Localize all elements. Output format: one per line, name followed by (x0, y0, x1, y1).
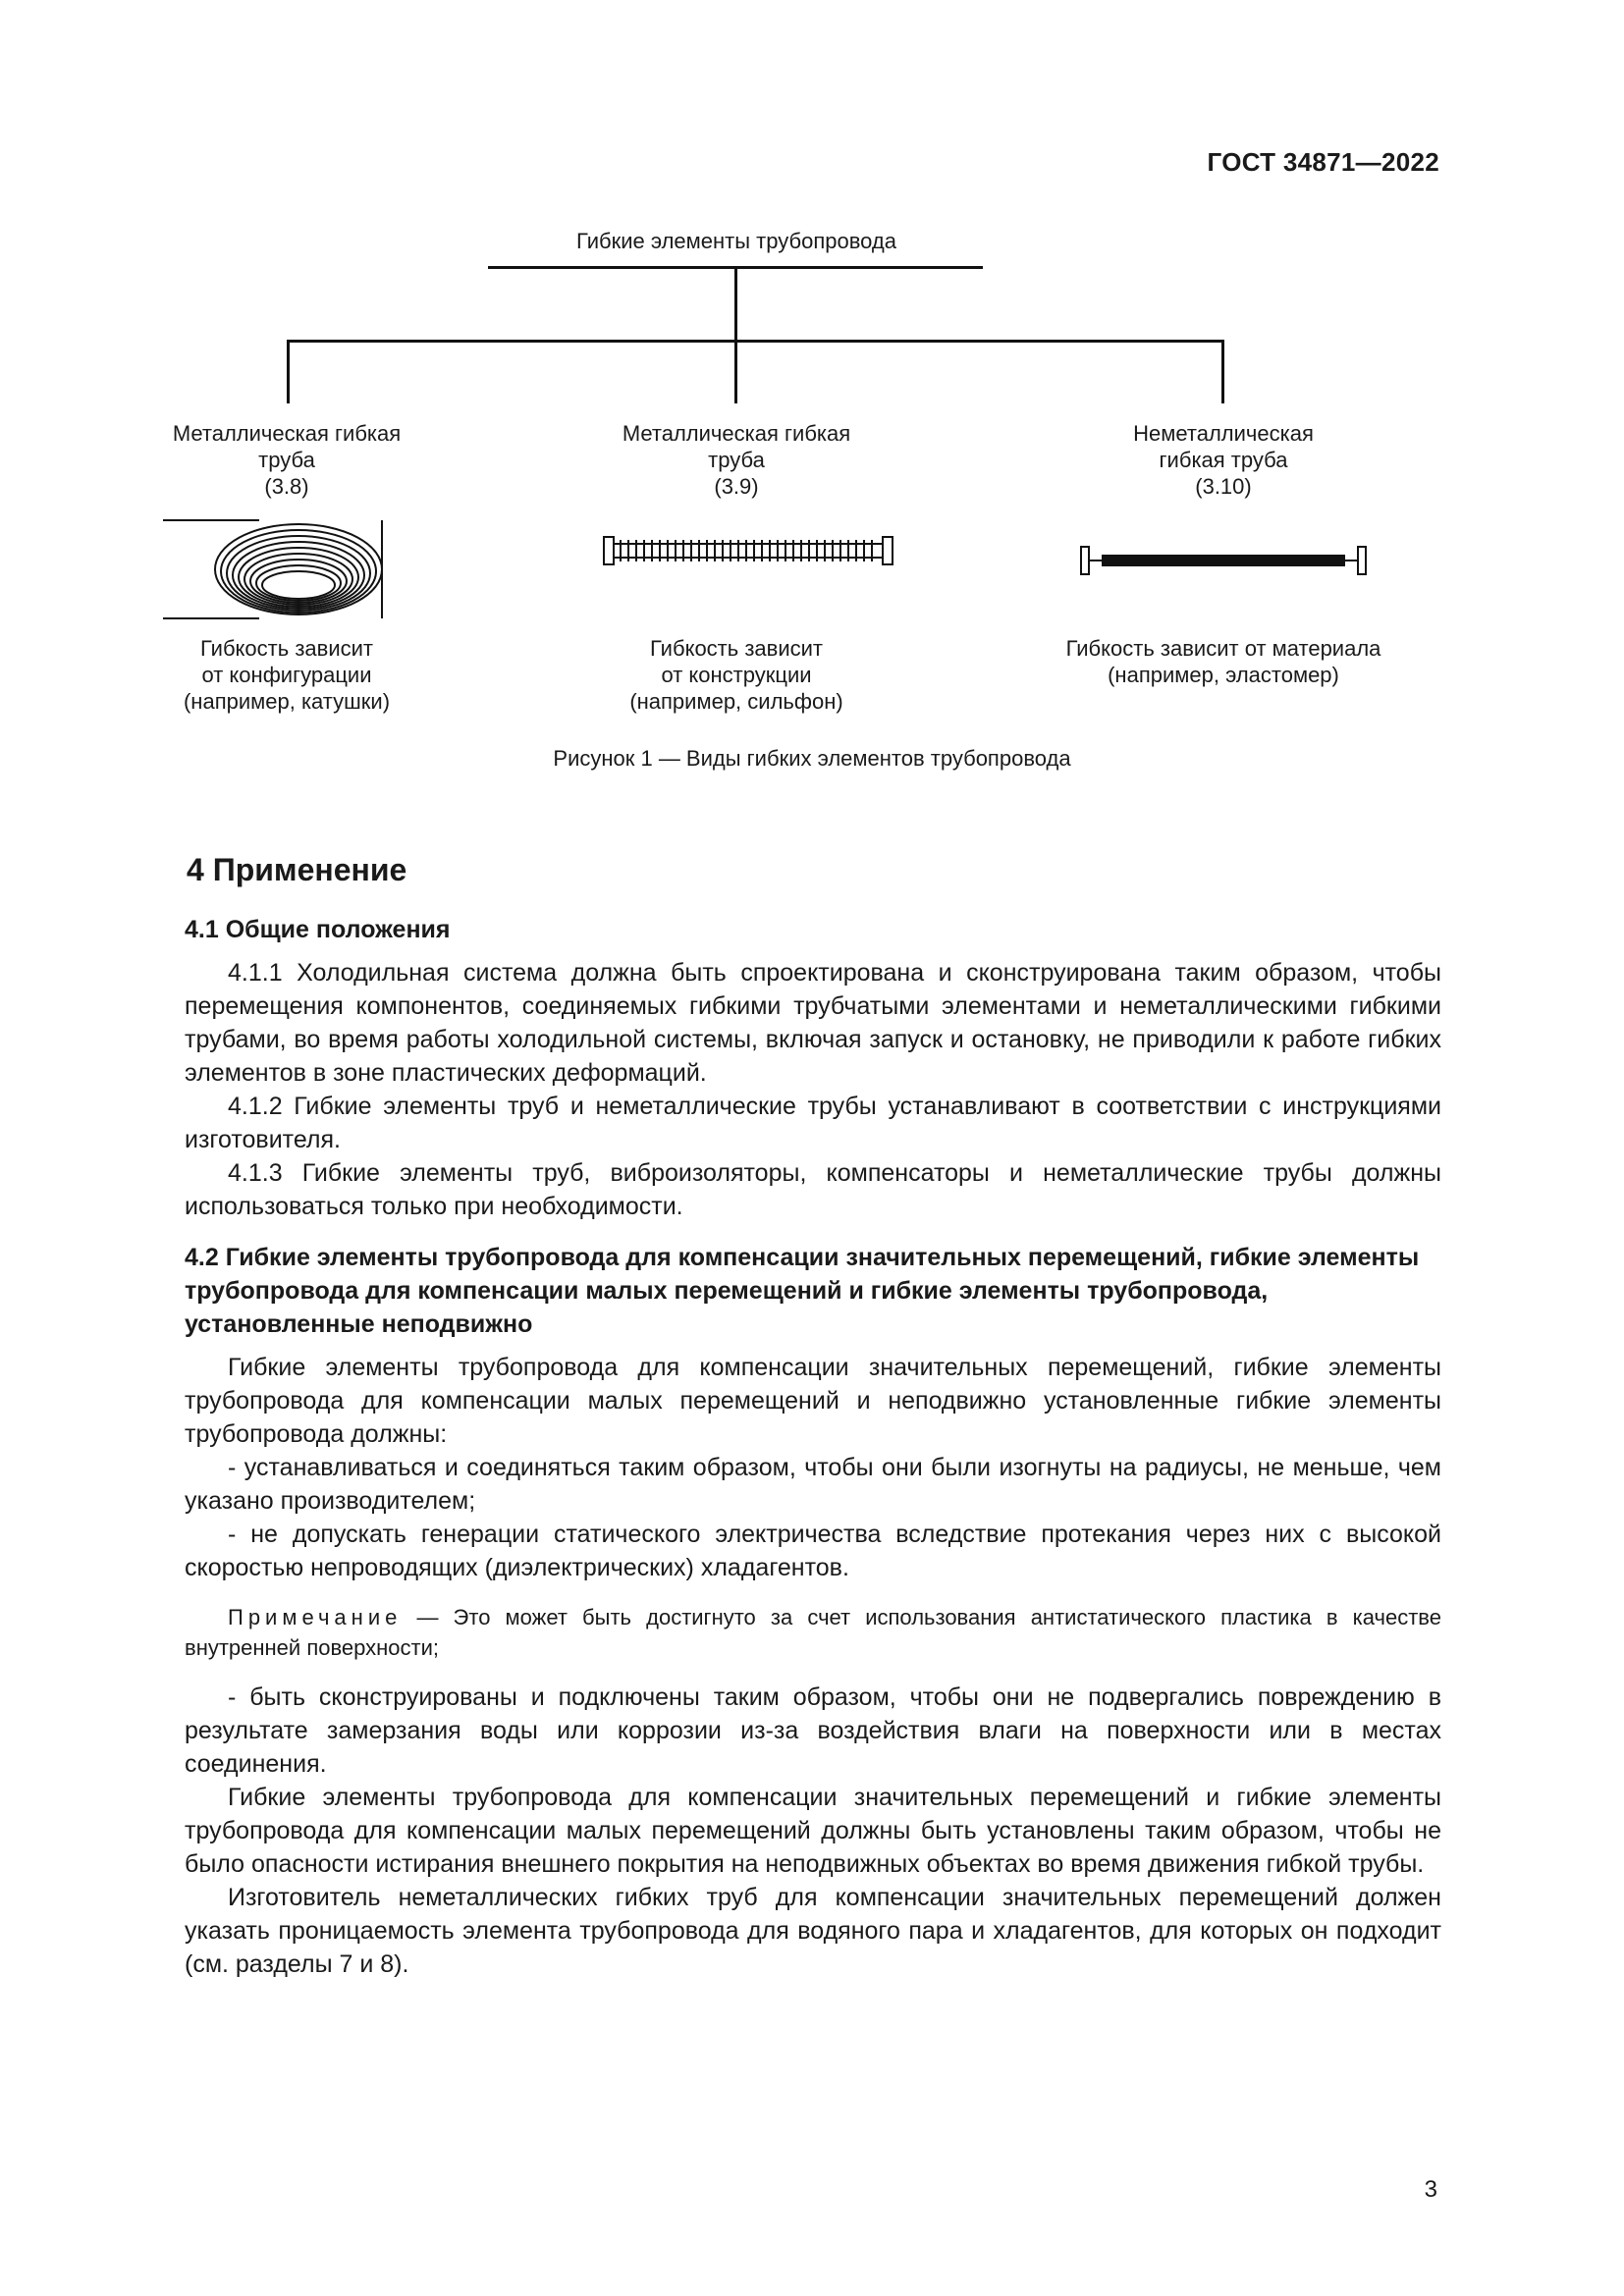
branch-bar (287, 340, 1224, 343)
standard-code: ГОСТ 34871—2022 (1207, 147, 1439, 177)
paragraph-4-2-intro: Гибкие элементы трубопровода для компенсации значительных перемещений, гибкие элементы трубопровода для компенсации малых перемещений и неподвижно установленные гибкие элементы трубопровода должны: (185, 1354, 1441, 1448)
root-stem (734, 266, 737, 403)
branch-drop-right (1221, 340, 1224, 403)
subsection-4-2-title: 4.2 Гибкие элементы трубопровода для компенсации значительных перемещений, гибкие элементы трубопровода для компенсации малых перемещений и гибкие элементы трубопровода, установленные неподвижно (185, 1244, 1420, 1338)
diagram-root-label: Гибкие элементы трубопровода (576, 229, 896, 253)
section-title: 4 Применение (187, 852, 407, 887)
branch-3-description: Гибкость зависит от материала (например, эластомер) (1065, 636, 1381, 687)
paragraph-4-1-1: 4.1.1 Холодильная система должна быть спроектирована и сконструирована таким образом, чтобы перемещения компонентов, соединяемых гибкими трубчатыми элементами и неметаллическими гибкими трубами, во время работы холодильной системы, включая запуск и остановку, не приводили к работе гибких элементов в зоне пластических деформаций. (185, 959, 1441, 1087)
list-item-radius: - устанавливаться и соединяться таким образом, чтобы они были изогнуты на радиусы, не меньше, чем указано производителем; (185, 1454, 1441, 1515)
paragraph-permeability: Изготовитель неметаллических гибких труб для компенсации значительных перемещений должен указать проницаемость элемента трубопровода для водяного пара и хладагентов, для которых он подходит (см. разделы 7 и 8). (185, 1884, 1441, 1978)
paragraph-4-1-3: 4.1.3 Гибкие элементы труб, виброизоляторы, компенсаторы и неметаллические трубы должны использоваться только при необходимости. (185, 1159, 1441, 1220)
branch-1-title: Металлическая гибкая труба (3.8) (172, 421, 402, 499)
note (185, 1602, 1441, 1663)
figure-caption: Рисунок 1 — Виды гибких элементов трубопровода (553, 746, 1071, 771)
branch-drop-left (287, 340, 290, 403)
page-number: 3 (1424, 2176, 1437, 2203)
elastomer-hose-icon (1078, 544, 1369, 577)
bellows-tube-icon (601, 534, 895, 567)
coiled-tube-icon (161, 516, 387, 622)
list-item-static: - не допускать генерации статического электричества вследствие протекания через них с высокой скоростью непроводящих (диэлектрических) хладагентов. (185, 1521, 1441, 1581)
branch-1-description: Гибкость зависит от конфигурации (например, катушки) (183, 636, 391, 714)
branch-3-title: Неметаллическая гибкая труба (3.10) (1133, 421, 1314, 499)
list-item-freezing: - быть сконструированы и подключены таким образом, чтобы они не подвергались повреждению в результате замерзания воды или коррозии из-за воздействия влаги на поверхности или в местах соединения. (185, 1683, 1441, 1778)
subsection-4-1-title: 4.1 Общие положения (185, 916, 451, 943)
note-text: — Это может быть достигнуто за счет использования антистатического пластика в качестве внутренней поверхности; (185, 1605, 1441, 1660)
branch-2-title: Металлическая гибкая труба (3.9) (622, 421, 851, 499)
paragraph-abrasion: Гибкие элементы трубопровода для компенсации значительных перемещений и гибкие элементы трубопровода для компенсации малых перемещений должны быть установлены таким образом, чтобы не было опасности истирания внешнего покрытия на неподвижных объектах во время движения гибкой трубы. (185, 1784, 1441, 1878)
branch-2-description: Гибкость зависит от конструкции (например, сильфон) (629, 636, 843, 714)
document-body (185, 850, 1441, 1981)
note-label: Примечание (228, 1605, 403, 1629)
paragraph-4-1-2: 4.1.2 Гибкие элементы труб и неметаллические трубы устанавливают в соответствии с инструкциями изготовителя. (185, 1093, 1441, 1153)
